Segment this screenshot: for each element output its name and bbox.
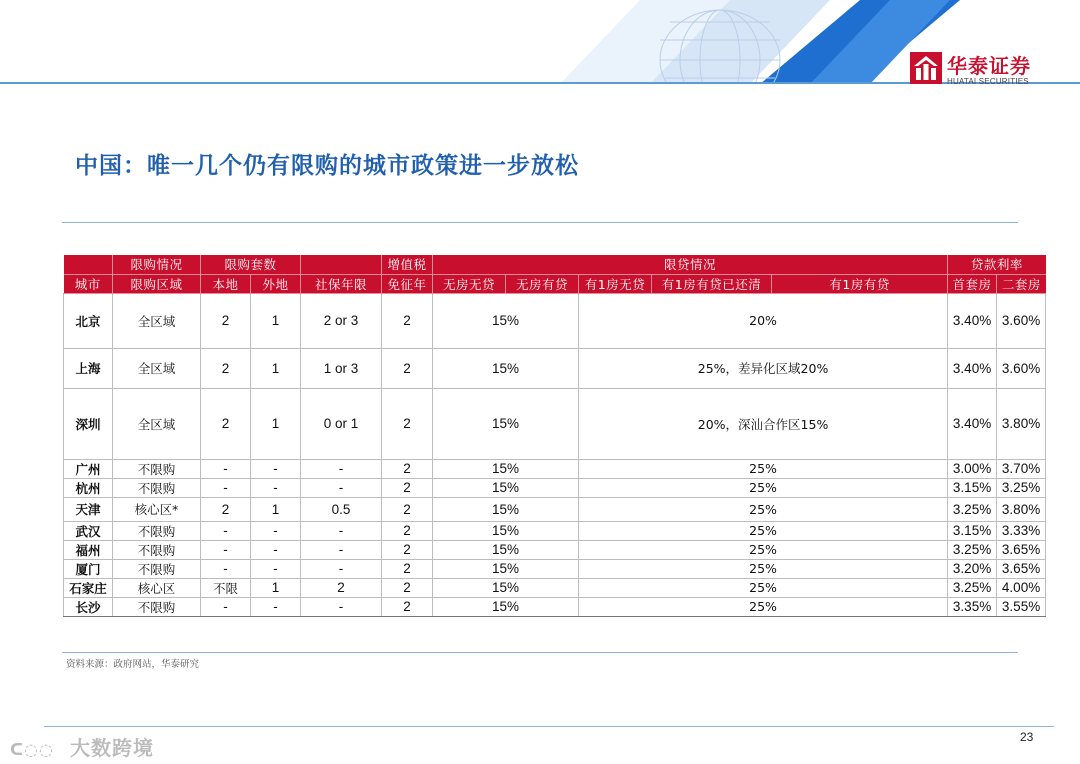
cell-area: 不限购	[113, 559, 201, 578]
cell-second-home-rate: 3.65%	[997, 540, 1046, 559]
header-empty	[64, 255, 113, 274]
cell-city: 深圳	[64, 388, 113, 459]
cell-first-home-rate: 3.25%	[948, 497, 997, 521]
col-second-home: 二套房	[997, 274, 1046, 293]
header-loan-rate: 贷款利率	[948, 255, 1046, 274]
cell-first-downpayment: 15%	[433, 478, 579, 497]
cell-social-years: -	[301, 559, 382, 578]
cell-first-downpayment: 15%	[433, 497, 579, 521]
cell-city: 厦门	[64, 559, 113, 578]
cell-other-downpayment: 25%	[579, 540, 948, 559]
cell-local: 2	[201, 293, 251, 348]
cell-first-downpayment: 15%	[433, 597, 579, 616]
cell-first-home-rate: 3.20%	[948, 559, 997, 578]
cell-nonlocal: -	[251, 540, 301, 559]
page-number: 23	[1020, 730, 1034, 744]
cell-other-downpayment: 25%	[579, 597, 948, 616]
table-row	[64, 521, 1046, 540]
col-no-house-has-loan: 无房有贷	[506, 274, 579, 293]
footer-divider	[44, 726, 1054, 727]
col-no-house-no-loan: 无房无贷	[433, 274, 506, 293]
cell-local: -	[201, 559, 251, 578]
cell-other-downpayment: 25%	[579, 478, 948, 497]
cell-first-home-rate: 3.25%	[948, 578, 997, 597]
cell-second-home-rate: 3.60%	[997, 293, 1046, 348]
cell-first-downpayment: 15%	[433, 348, 579, 388]
cell-nonlocal: 1	[251, 578, 301, 597]
cell-local: -	[201, 597, 251, 616]
cell-nonlocal: 1	[251, 388, 301, 459]
cell-second-home-rate: 3.80%	[997, 388, 1046, 459]
cell-other-downpayment: 25%	[579, 578, 948, 597]
cell-city: 福州	[64, 540, 113, 559]
col-city: 城市	[64, 274, 113, 293]
cell-city: 武汉	[64, 521, 113, 540]
col-area: 限购区域	[113, 274, 201, 293]
cell-nonlocal: -	[251, 559, 301, 578]
cell-second-home-rate: 3.70%	[997, 459, 1046, 478]
cell-social-years: -	[301, 597, 382, 616]
cell-social-years: -	[301, 521, 382, 540]
cell-social-years: 1 or 3	[301, 348, 382, 388]
header-loan-status: 限贷情况	[433, 255, 948, 274]
col-social-years: 社保年限	[301, 274, 382, 293]
cell-vat-exempt: 2	[382, 293, 433, 348]
table-row	[64, 578, 1046, 597]
cell-other-downpayment: 25%，差异化区域20%	[579, 348, 948, 388]
col-one-house-has-loan: 有1房有贷	[772, 274, 948, 293]
cell-social-years: -	[301, 540, 382, 559]
cell-other-downpayment: 25%	[579, 497, 948, 521]
table-row	[64, 497, 1046, 521]
cell-first-home-rate: 3.40%	[948, 388, 997, 459]
cell-vat-exempt: 2	[382, 559, 433, 578]
watermark-icon: ᑕ◌◌	[10, 740, 54, 759]
cell-local: -	[201, 478, 251, 497]
table-row	[64, 459, 1046, 478]
cell-first-home-rate: 3.40%	[948, 293, 997, 348]
table-row	[64, 293, 1046, 348]
cell-vat-exempt: 2	[382, 578, 433, 597]
cell-first-downpayment: 15%	[433, 521, 579, 540]
cell-other-downpayment: 20%	[579, 293, 948, 348]
cell-first-downpayment: 15%	[433, 540, 579, 559]
watermark	[10, 732, 154, 761]
cell-local: 2	[201, 348, 251, 388]
cell-vat-exempt: 2	[382, 597, 433, 616]
cell-second-home-rate: 3.80%	[997, 497, 1046, 521]
cell-area: 全区域	[113, 388, 201, 459]
cell-area: 全区域	[113, 348, 201, 388]
cell-social-years: 2	[301, 578, 382, 597]
watermark-text: 大数跨境	[70, 736, 154, 760]
cell-area: 核心区*	[113, 497, 201, 521]
cell-first-downpayment: 15%	[433, 459, 579, 478]
logo-text-en: HUATAI SECURITIES	[947, 77, 1029, 86]
cell-area: 不限购	[113, 521, 201, 540]
cell-first-home-rate: 3.15%	[948, 478, 997, 497]
cell-nonlocal: 1	[251, 293, 301, 348]
cell-other-downpayment: 25%	[579, 559, 948, 578]
cell-social-years: 0 or 1	[301, 388, 382, 459]
cell-local: -	[201, 459, 251, 478]
cell-first-downpayment: 15%	[433, 293, 579, 348]
cell-first-home-rate: 3.25%	[948, 540, 997, 559]
header-banner-art	[560, 0, 960, 84]
table-row	[64, 478, 1046, 497]
cell-nonlocal: -	[251, 521, 301, 540]
huatai-logo-icon	[910, 52, 942, 84]
col-first-home: 首套房	[948, 274, 997, 293]
cell-first-downpayment: 15%	[433, 559, 579, 578]
cell-city: 石家庄	[64, 578, 113, 597]
cell-area: 核心区	[113, 578, 201, 597]
cell-city: 长沙	[64, 597, 113, 616]
table-row	[64, 388, 1046, 459]
title-divider	[62, 222, 1018, 223]
cell-local: 不限	[201, 578, 251, 597]
cell-vat-exempt: 2	[382, 521, 433, 540]
cell-first-home-rate: 3.00%	[948, 459, 997, 478]
cell-second-home-rate: 3.65%	[997, 559, 1046, 578]
cell-second-home-rate: 3.55%	[997, 597, 1046, 616]
cell-second-home-rate: 3.25%	[997, 478, 1046, 497]
cell-other-downpayment: 25%	[579, 521, 948, 540]
col-local: 本地	[201, 274, 251, 293]
huatai-logo	[910, 50, 1050, 90]
cell-first-downpayment: 15%	[433, 388, 579, 459]
header-empty	[301, 255, 382, 274]
cell-area: 不限购	[113, 459, 201, 478]
cell-second-home-rate: 3.33%	[997, 521, 1046, 540]
table-row	[64, 597, 1046, 616]
header-vat: 增值税	[382, 255, 433, 274]
cell-first-home-rate: 3.15%	[948, 521, 997, 540]
col-nonlocal: 外地	[251, 274, 301, 293]
table-group-header-row	[64, 255, 1046, 274]
cell-local: 2	[201, 388, 251, 459]
cell-first-home-rate: 3.35%	[948, 597, 997, 616]
header-purchase-status: 限购情况	[113, 255, 201, 274]
table-row	[64, 348, 1046, 388]
cell-local: -	[201, 540, 251, 559]
table-column-header-row	[64, 274, 1046, 293]
cell-city: 广州	[64, 459, 113, 478]
cell-vat-exempt: 2	[382, 540, 433, 559]
cell-city: 北京	[64, 293, 113, 348]
cell-area: 不限购	[113, 540, 201, 559]
cell-social-years: -	[301, 478, 382, 497]
col-one-house-loan-cleared: 有1房有贷已还清	[652, 274, 772, 293]
cell-vat-exempt: 2	[382, 478, 433, 497]
cell-vat-exempt: 2	[382, 459, 433, 478]
col-vat-exempt: 免征年	[382, 274, 433, 293]
source-note: 资料来源：政府网站，华泰研究	[66, 659, 200, 670]
cell-second-home-rate: 3.60%	[997, 348, 1046, 388]
cell-social-years: 2 or 3	[301, 293, 382, 348]
cell-city: 上海	[64, 348, 113, 388]
logo-text-cn: 华泰证券	[947, 54, 1031, 78]
cell-other-downpayment: 25%	[579, 459, 948, 478]
page-title: 中国：唯一几个仍有限购的城市政策进一步放松	[75, 153, 579, 179]
cell-vat-exempt: 2	[382, 388, 433, 459]
cell-vat-exempt: 2	[382, 348, 433, 388]
cell-city: 杭州	[64, 478, 113, 497]
cell-second-home-rate: 4.00%	[997, 578, 1046, 597]
col-one-house-no-loan: 有1房无贷	[579, 274, 652, 293]
cell-social-years: 0.5	[301, 497, 382, 521]
source-divider	[62, 652, 1018, 653]
city-policy-table	[63, 255, 1046, 617]
cell-first-downpayment: 15%	[433, 578, 579, 597]
cell-social-years: -	[301, 459, 382, 478]
cell-nonlocal: -	[251, 597, 301, 616]
cell-nonlocal: -	[251, 478, 301, 497]
table-row	[64, 540, 1046, 559]
header-purchase-quota: 限购套数	[201, 255, 301, 274]
cell-first-home-rate: 3.40%	[948, 348, 997, 388]
cell-vat-exempt: 2	[382, 497, 433, 521]
cell-nonlocal: -	[251, 459, 301, 478]
table-row	[64, 559, 1046, 578]
cell-nonlocal: 1	[251, 348, 301, 388]
cell-local: 2	[201, 497, 251, 521]
cell-area: 全区域	[113, 293, 201, 348]
cell-area: 不限购	[113, 597, 201, 616]
cell-other-downpayment: 20%，深汕合作区15%	[579, 388, 948, 459]
cell-local: -	[201, 521, 251, 540]
cell-nonlocal: 1	[251, 497, 301, 521]
cell-city: 天津	[64, 497, 113, 521]
cell-area: 不限购	[113, 478, 201, 497]
